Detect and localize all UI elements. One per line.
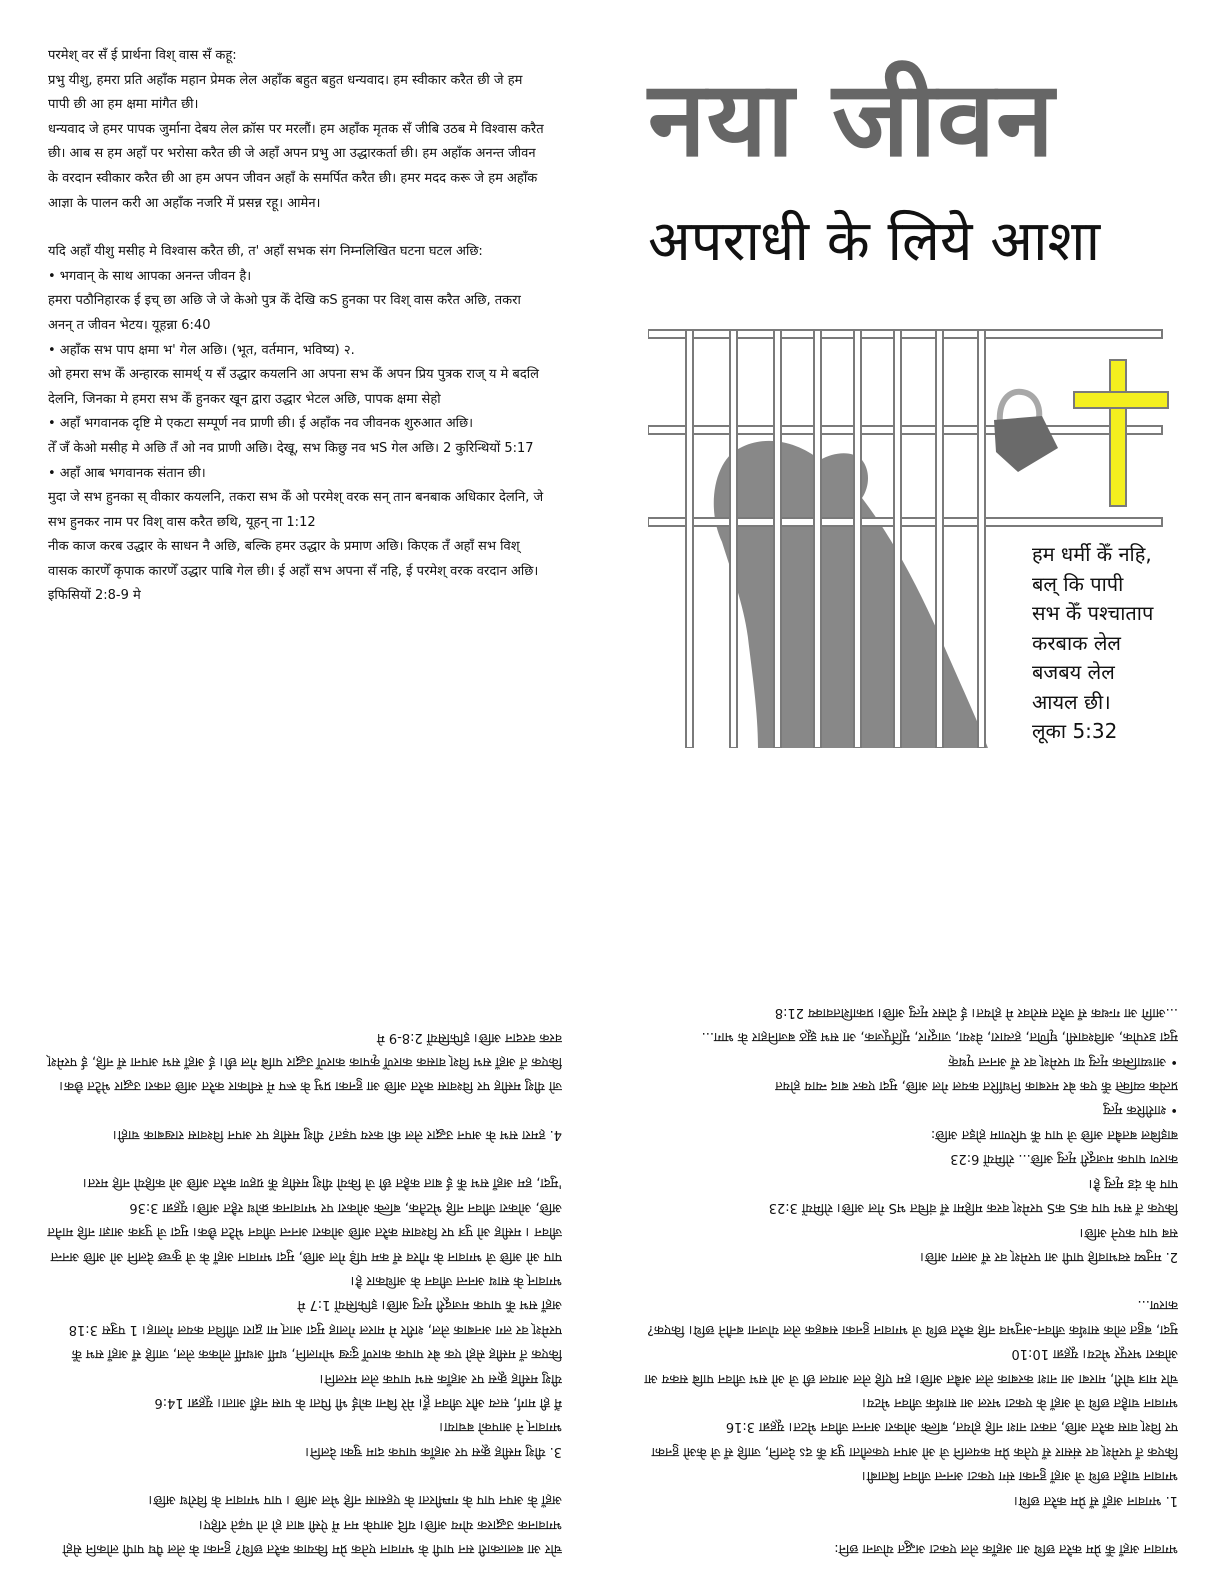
quote-line: आयल छी। <box>1032 689 1111 714</box>
cover-quote <box>1032 540 1182 747</box>
inverted-line: भगवान् ने आपको बचाया। <box>439 1419 562 1435</box>
cover-title: नया जीवन <box>648 58 1055 180</box>
event-line: नीक काज करब उद्धार के साधन नै अछि, बल्कि हमर उद्धार के प्रमाण अछि। किएक तँ अहाँ सभ विश् वासक कारणेँ कृपाक कारणेँ उद्धार पाबि गेल छी। ई अहाँ सभ अपना सँ नहि, ई परमेश् वरक वरदान अछि। इफिसियों 2:8-9 मे <box>48 539 539 604</box>
inverted-line: बाइबिल बतबैत अछि जे पाप केँ परिणाम होइत अछि: <box>930 1126 1178 1142</box>
events-intro: यदि अहाँ यीशु मसीह मे विश्वास करैत छी, त' अहाँ सभक संग निम्नलिखित घटना घटल अछि: <box>48 244 483 260</box>
inverted-line: भगवान् के साथ अनन्त जीवन के अधिकार है। <box>350 1272 562 1288</box>
inverted-panel-left <box>40 820 562 1560</box>
inverted-heading: 2. मनुष्य स्वभावहि पापी आ परमेश् वर सँ अलग अछि। <box>920 1248 1178 1264</box>
quote-reference: लूका 5:32 <box>1032 719 1118 743</box>
event-line: ओ हमरा सभ केँ अन्हारक सामर्थ् य सँ उद्धार कयलनि आ अपना सभ केँ अपन प्रिय पुत्रक राज् य मे बदलि देलनि, जिनका मे हमरा सभ केँ हुनकर खून द्वारा उद्धार भेटल अछि, पापक क्षमा सेहो <box>48 367 539 407</box>
inverted-line: अहाँ के अपन पाप के गम्भीरता के एहसास नहि भेल अछि । पाप भगवान के विरोध अछि। <box>148 1492 562 1508</box>
quote-line: बल् कि पापी <box>1032 571 1124 596</box>
inverted-line: अहाँ सभ केँ पापक मजदूरी मृत्यु अछि। इफिसियों 1:7 मे <box>297 1297 562 1313</box>
event-line: हमरा पठौनिहारक ई इच् छा अछि जे जे केओ पुत्र केँ देखि कS हुनका पर विश् वास करैत अछि, तकरा अनन् त जीवन भेटय। यूहन्ना 6:40 <box>48 293 521 333</box>
inverted-line: • आध्यात्मिक मृत्यु या परमेश् वर सँ अनन्त पृथक् <box>948 1053 1178 1069</box>
prayer-intro: परमेश् वर सँ ई प्रार्थना विश् वास सँ कहू: <box>48 48 237 63</box>
inverted-line: मुदा डरपोक, अविश्वासी, घृणित, हत्यारा, वेश्या, जादूगर, मूर्तिपूजक, आ सभ झूठ बजनिहार के भाग... <box>701 1029 1178 1045</box>
inverted-line: सब पाप कएने अछि। <box>1079 1224 1178 1240</box>
quote-line: करबाक लेल <box>1032 630 1121 655</box>
event-line: • अहाँ भगवानक दृष्टि मे एकटा सम्पूर्ण नव प्राणी छी। ई अहाँक नव जीवनक शुरुआत अछि। <box>48 416 474 432</box>
inverted-line: चोर आ बलात्कारी सन पापी के भगवान एतेक प्रेम कियाक करैत छथि? हुनका के लेल पैघ पापी लोकनि सेहो भगवानक उद्धारक योग्य अछि। यदि आपके मन में ऐसी बात हो तो पढ़ते रहिए। <box>62 1516 562 1556</box>
inverted-line: प्रत्येक व्यक्ति केँ एक बेर मरबाक निर्धारित कयल गेल अछि, मुदा एकर बाद न्याय होयत <box>775 1078 1178 1094</box>
prayer-paragraph: धन्यवाद जे हमर पापक जुर्माना देबय लेल क्रॉस पर मरलौं। हम अहाँक मृतक सँ जीबि उठब मे विश्वास करैत छी। आब स हम अहाँ पर भरोसा करैत छी जे अहाँ अपन प्रभु आ उद्धारकर्ता छी। हम अहाँक अनन्त जीवन के वरदान स्वीकार करैत छी आ हम अपन जीवन अहाँ के समर्पित करैत छी। हमर मदद करू जे हम अहाँक आज्ञा के पालन करी आ अहाँक नजरि में प्रसन्न रहू। आमेन। <box>48 121 544 211</box>
prayer-panel <box>48 44 548 609</box>
event-line: मुदा जे सभ हुनका स् वीकार कयलनि, तकरा सभ केँ ओ परमेश् वरक सन् तान बनबाक अधिकार देलनि, जे सभ हुनकर नाम पर विश् वास करैत छथि, यूहन् ना 1:12 <box>48 490 544 530</box>
inverted-line: किएक तँ सभ पाप कS कS परमेश् वरक महिमा सँ वंचित भS गेल अछि। रोमियों 3:23 <box>768 1200 1178 1216</box>
prayer-paragraph: प्रभु यीशु, हमरा प्रति अहाँक महान प्रेमक लेल अहाँक बहुत बहुत धन्यवाद। हम स्वीकार करैत छी जे हम पापी छी आ हम क्षमा मांगैत छी। <box>48 72 523 113</box>
inverted-line: 'मुदा, हम अहाँ सभ केँ ई बात कहैत छी जे कियो यीशु मसीह केँ ग्रहण करैत अछि ओ कहियो नहि मरत। <box>82 1175 562 1191</box>
inverted-line: कारण पापक मजदूरी मृत्यु अछि... रोमियों 6:23 <box>950 1151 1178 1167</box>
inverted-line: मैं ही मार्ग, सत्य और जीवन हूँ। मेरे बिना कोई भी पिता के पास नहीं आता। यूहन्ना 14:6 <box>154 1394 562 1410</box>
inverted-line: मुदा, बहुत लोक सार्थक जीवन-अनुभव नहि करैत छथि जे भगवान हुनका सबहक लेल योजना बनौने छथि। किएक? कारण... <box>647 1297 1178 1337</box>
quote-line: सभ केँ पश्चाताप <box>1032 601 1154 625</box>
event-line: तेँ जँ केओ मसीह मे अछि तँ ओ नव प्राणी अछि। देखू, सभ किछु नव भS गेल अछि। 2 कुरिन्थियों 5:17 <box>48 440 534 456</box>
event-line: • भगवान् के साथ आपका अनन्त जीवन है। <box>48 268 252 284</box>
inverted-heading: 4. हमरा सभ के अपन उद्धार लेल की करय पड़त? यीशु मसीह पर अपन विश्वास राखबाक चाही। <box>112 1126 562 1142</box>
inverted-line: जो यीशु मसीह पर विश्वास करैत अछि आ हुनका प्रभु के रूप में स्वीकार करैत अछि तकरा उद्धार भेटैत छैक। <box>59 1078 562 1094</box>
inverted-line: किएक तँ अहाँ सभ विश् वासक कारणेँ कृपाक कारणेँ उद्धार पाबि गेल छी। ई अहाँ सभ अपना सँ नहि, ई परमेश् वरक वरदान अछि। इफिसियों 2:8-9 मे <box>47 1029 562 1070</box>
inverted-line: चोर मात्र चोरी, मारबा आ नाश करबाक लेल अबैत अछि। हम एहि लेल आयल छी जे ओ सभ जीवन पाबि सकय आ ओकरा भरपूर भेटय। यूहन्ना 10:10 <box>644 1346 1178 1386</box>
padlock-icon <box>994 392 1058 472</box>
inverted-line: किएक तँ परमेश् वर संसार सँ एतेक प्रेम कयलनि जे ओ अपन एकलौता पुत्र केँ दऽ देलनि, जाहि सँ जे केओ हुनका पर विश् वास करैत अछि, तकरा नाश नहि होयत, बल्कि ओकरा अनन्त जीवन भेटत। यूहन्ना 3:16 <box>651 1419 1178 1459</box>
inverted-panel-right <box>642 820 1178 1560</box>
inverted-line: पाप ओ अछि जे भगवान के गौरव सँ कम पड़ि गेल अछि, मुदा भगवान अहाँ के जे कुच्छ देलनि ओ अछि अनन्त जीवन । मसीह ओ पुत्र पर विश्वास करैत अछि ओकरा अनन्त जीवन भेटैत छैक। मुदा जे पुत्रक आज्ञा नहि मानैत अछि, ओकरा जीवन नहि भेटतैक, बल्कि ओकरा पर भगवानक क्रोध रहैत अछि। यूहन्ना 3:36 <box>47 1199 562 1264</box>
inverted-line: यीशु मसीह क्रूस पर अहाँक सभ पापक लेल मरलनि। <box>319 1370 562 1386</box>
event-line: • अहाँ आब भगवानक संतान छी। <box>48 465 206 481</box>
event-line: • अहाँक सभ पाप क्षमा भ' गेल अछि। (भूत, वर्तमान, भविष्य) २. <box>48 342 355 358</box>
cover-subtitle: अपराधी के लिये आशा <box>648 209 1101 274</box>
inverted-line: भगवान चाहैत छथि जे अहाँ के एकटा भरल आ सार्थक जीवन भेटय। <box>862 1394 1178 1410</box>
quote-line: हम धर्मी केँ नहि, <box>1032 542 1152 566</box>
quote-line: बजबय लेल <box>1032 660 1115 684</box>
inverted-line: भगवान चाहैत छथि जे अहाँ हुनका संग एकटा अनन्त जीवन बिताबी। <box>861 1468 1178 1484</box>
prisoner-silhouette <box>714 441 988 748</box>
inverted-line: किएक तँ मसीह सेहो एक बेर पापक कारणेँ दुःख भोगलनि, धर्मी अधर्मी लोकक लेल, जाहि सँ अहाँ सभ केँ परमेश् वर लग अनबाक लेल, शरीर मे मारल गेलाह मुदा आत् मा द्वारा जीवित कयल गेलाह। 1 पत्रुस 3:18 <box>68 1321 562 1362</box>
inverted-line: ...आगि आ गन्धक सँ जरैत सरोवर मे होयत। ई दोसर मृत्यु अछि। प्रकाशितवाक्य 21:8 <box>774 1004 1178 1020</box>
inverted-line: भगवान अहाँ केँ प्रेम करैत छथि आ अहाँक लेल एकटा अद्भुत योजना छनि: <box>834 1541 1178 1556</box>
inverted-line: पाप के दंड मृत्यु है। <box>1088 1175 1178 1191</box>
inverted-heading: 3. यीशु मसीह क्रूस पर अहाँक पापक दाम चुका देलनि। <box>305 1443 562 1459</box>
inverted-line: • शारीरिक मृत्यु <box>1103 1102 1178 1118</box>
inverted-heading: 1. भगवान अहाँ सँ प्रेम करैत छथि। <box>1013 1492 1178 1508</box>
